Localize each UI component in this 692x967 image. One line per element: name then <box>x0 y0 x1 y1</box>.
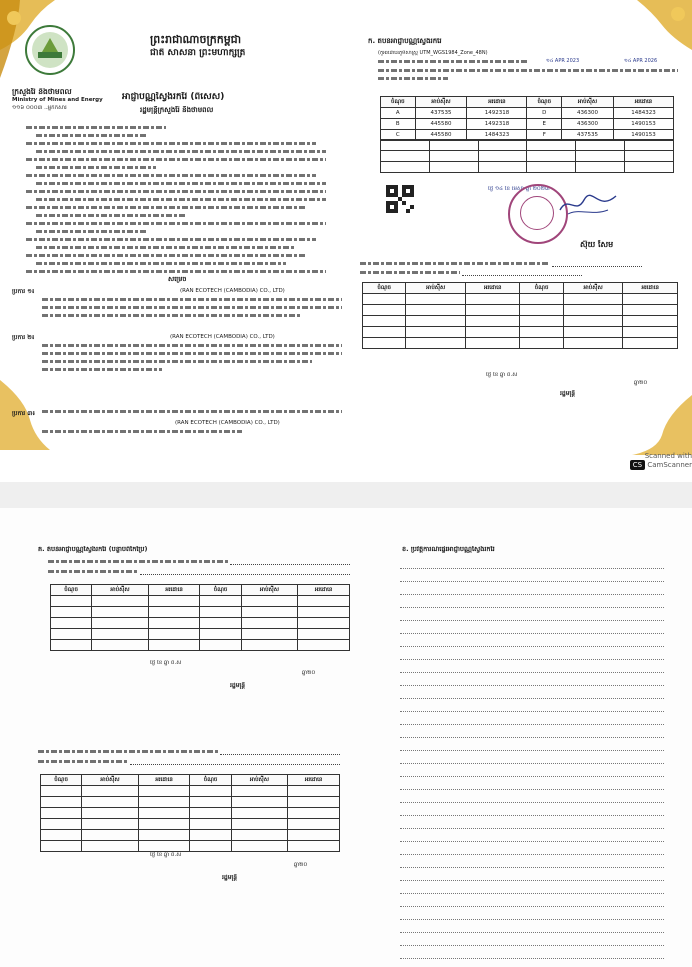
article-2-company: (RAN ECOTECH (CAMBODIA) CO., LTD) <box>170 334 275 340</box>
table-header-0: ចំណុច <box>41 775 82 786</box>
coord-cell: 1490153 <box>613 119 673 130</box>
article-1-label: ប្រការ ១៖ <box>12 288 35 295</box>
table-header-1: អាប់ស៊ីស <box>406 283 466 294</box>
table-header-2: អរដោនេ <box>148 585 200 596</box>
table-header-1: អាប់ស៊ីស <box>92 585 149 596</box>
decree-heading: សម្រេច <box>168 276 187 283</box>
expiry-date: ១៤ APR 2026 <box>624 58 658 64</box>
coord-cell: A <box>381 108 416 119</box>
coord-cell: C <box>381 130 416 141</box>
coord-header-4: អាប់ស៊ីស <box>562 97 614 108</box>
table-header-3: ចំណុច <box>520 283 563 294</box>
article-1-company: (RAN ECOTECH (CAMBODIA) CO., LTD) <box>180 288 285 294</box>
coord-cell: E <box>527 119 562 130</box>
reference-number: ១១៦ ០០០៣ ..អ្នកកសារ <box>12 105 67 111</box>
transfer-table-page1 <box>362 282 678 349</box>
coord-cell: F <box>527 130 562 141</box>
license-page-2 <box>0 508 692 967</box>
table-header-3: ចំណុច <box>190 775 231 786</box>
coord-header-1: អាប់ស៊ីស <box>415 97 467 108</box>
document-subtitle: រដ្ឋមន្ត្រីក្រសួងរ៉ែ និងថាមពល <box>140 106 214 114</box>
table-row <box>381 108 674 119</box>
table-header-5: អរដោនេ <box>623 283 678 294</box>
block1-sign-label: រដ្ឋមន្ត្រី <box>230 682 246 689</box>
table-header-4: អាប់ស៊ីស <box>231 775 288 786</box>
coord-cell: 1484323 <box>467 130 527 141</box>
nation-motto: ជាតិ សាសនា ព្រះមហាក្សត្រ <box>150 48 246 58</box>
coord-header-2: អរដោនេ <box>467 97 527 108</box>
signature-date: ថ្ងៃ ១៤ ខែ មេសា ឆ្នាំ ២០២៣ <box>488 186 550 192</box>
coord-cell: 437535 <box>562 130 614 141</box>
table-header-4: អាប់ស៊ីស <box>563 283 623 294</box>
issue-date: ១៤ APR 2023 <box>546 58 580 64</box>
license-page-1 <box>0 0 692 482</box>
table-header-4: អាប់ស៊ីស <box>241 585 298 596</box>
coordinate-table <box>380 96 674 141</box>
ministry-name-en: Ministry of Mines and Energy <box>12 97 103 103</box>
article-3-label: ប្រការ ៣៖ <box>12 410 36 417</box>
document-title: អាជ្ញាបណ្ណស្វែងរករ៉ែ (ពិសេស) <box>122 92 225 102</box>
table-header-1: អាប់ស៊ីស <box>82 775 139 786</box>
page1-sign-label: រដ្ឋមន្ត្រី <box>560 390 576 397</box>
qr-code <box>386 185 414 213</box>
coord-cell: 1484323 <box>613 108 673 119</box>
article-3-company: (RAN ECOTECH (CAMBODIA) CO., LTD) <box>175 420 280 426</box>
transfer-history-heading: ខ. ប្រវត្តិការណ៍ផ្ទេរអាជ្ញាបណ្ណស្វែងរករ៉ែ <box>402 546 495 553</box>
signature <box>558 190 618 218</box>
article-2-label: ប្រការ ២៖ <box>12 334 35 341</box>
block1-date-row: ថ្ងៃ ខែ ឆ្នាំ ព.ស <box>150 660 182 666</box>
table-header-3: ចំណុច <box>200 585 241 596</box>
page1-year: ឆ្នាំ២០ <box>634 380 648 386</box>
coordinate-table-blank-rows <box>380 139 674 173</box>
coord-cell: 437535 <box>415 108 467 119</box>
block2-sign-label: រដ្ឋមន្ត្រី <box>222 874 238 881</box>
camscanner-watermark: Scanned with CS CamScanner <box>630 452 692 470</box>
coord-cell: D <box>527 108 562 119</box>
block2-year: ឆ្នាំ២០ <box>294 862 308 868</box>
coord-cell: 1490153 <box>613 130 673 141</box>
table-header-5: អរដោនេ <box>298 585 350 596</box>
coord-cell: B <box>381 119 416 130</box>
coord-header-5: អរដោនេ <box>613 97 673 108</box>
kingdom-title: ព្រះរាជាណាចក្រកម្ពុជា <box>150 34 242 46</box>
table-header-2: អរដោនេ <box>138 775 190 786</box>
amended-table-2 <box>40 774 340 852</box>
amended-table-1 <box>50 584 350 651</box>
coord-cell: 436300 <box>562 119 614 130</box>
coord-header-3: ចំណុច <box>527 97 562 108</box>
coord-cell: 1492318 <box>467 108 527 119</box>
ministry-logo <box>24 24 76 76</box>
zone-subheading: (កូអរដោនេភូមិសាស្ត្រ UTM_WGS1984_Zone_48N) <box>378 50 488 56</box>
table-header-0: ចំណុច <box>51 585 92 596</box>
coord-cell: 445580 <box>415 130 467 141</box>
table-row <box>381 119 674 130</box>
block1-year: ឆ្នាំ២០ <box>302 670 316 676</box>
table-header-2: អរដោនេ <box>465 283 519 294</box>
amended-zone-heading: គ. តំបន់អាជ្ញាបណ្ណស្វែងរករ៉ែ (បន្ទាប់ពីកែប្រែ) <box>38 546 148 553</box>
coord-cell: 436300 <box>562 108 614 119</box>
coord-cell: 445580 <box>415 119 467 130</box>
signer-name: ស៊ុយ សែម <box>580 240 614 249</box>
zone-heading: ក. តំបន់អាជ្ញាបណ្ណស្វែងរករ៉ែ <box>368 38 442 45</box>
gold-corner-ornament-bottom-right <box>632 395 692 455</box>
coord-header-0: ចំណុច <box>381 97 416 108</box>
ministry-name-kh: ក្រសួងរ៉ែ និងថាមពល <box>12 88 72 96</box>
gold-corner-ornament-top-right <box>632 0 692 60</box>
page1-date-row: ថ្ងៃ ខែ ឆ្នាំ ព.ស <box>486 372 518 378</box>
coord-cell: 1492318 <box>467 119 527 130</box>
table-header-5: អរដោនេ <box>288 775 340 786</box>
block2-date-row: ថ្ងៃ ខែ ឆ្នាំ ព.ស <box>150 852 182 858</box>
table-header-0: ចំណុច <box>363 283 406 294</box>
